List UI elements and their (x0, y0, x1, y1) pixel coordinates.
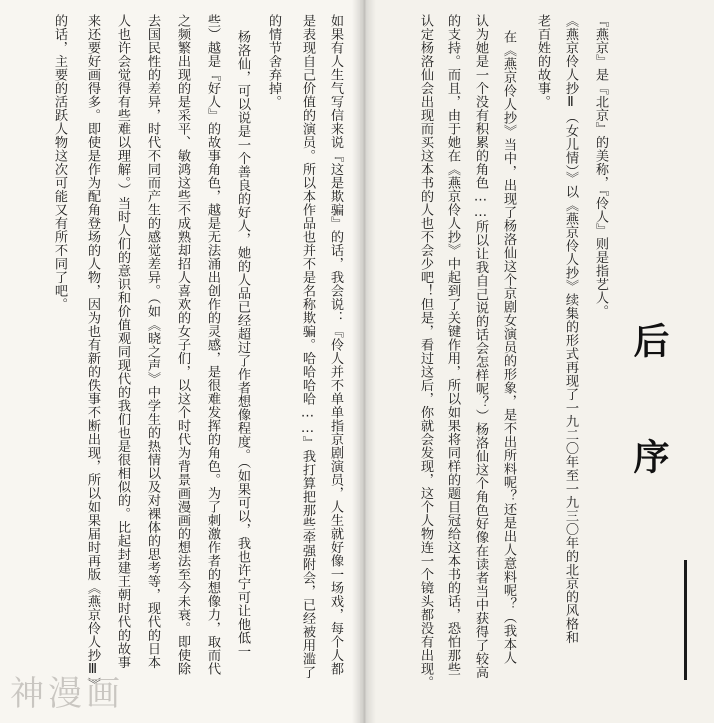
text-line-9: 是表现自己价值的演员。所以本作品也并不是名称欺骗。哈哈哈哈……』我打算把那些牵强附会，已经被用滥了 (300, 14, 315, 680)
text-line-4: 在《燕京伶人抄》当中，出现了杨洛仙这个京剧女演员的形象，是不出所料呢？还是出人意料呢？（我本人 (501, 30, 516, 665)
afterword-title: 后 序 (628, 322, 669, 496)
text-line-15: 人也许会觉得有些难以理解。）当时人们的意识和价值观同现代的我们也是很相似的。比起封建王朝时代的故事 (115, 14, 130, 669)
text-line-3: 老百姓的故事。 (535, 14, 550, 109)
text-line-17: 的话，主要的活跃人物这次可能又有所不同了吧。 (52, 14, 67, 311)
title-rule (684, 560, 687, 680)
text-line-12: 些）越是『好人』的故事角色，越是无法涌出创作的灵感，是很难发挥的角色。为了刺激作者的想像力，取而代 (205, 14, 220, 676)
text-line-11: 杨洛仙，可以说是一个善良的好人，她的人品已经超过了作者想像程度。（如果可以，我也许宁可让他低一 (235, 30, 250, 658)
text-line-7: 认定杨洛仙会出现而买这本书的人也不会少吧！但是，看过这后，你就会发现，这个人物连一个镜头都没有出现。 (418, 14, 433, 689)
text-line-8: 如果有人生气写信来说『这是欺骗』的话，我会说：『伶人并不单单指京剧演员，人生就好像一场戏，每个人都 (328, 14, 343, 676)
text-line-5: 认为她是一个没有积累的角色……所以让我自己说的话会怎样呢？）杨洛仙这个角色好像在读者当中获得了较高 (473, 14, 488, 680)
text-line-10: 的情节舍弃掉。 (266, 14, 281, 109)
text-line-2: 《燕京伶人抄Ⅱ（女儿情）》以《燕京伶人抄》续集的形式再现了一九二〇年至一九三〇年的北京的风格和 (563, 14, 578, 644)
text-line-14: 去国民性的差异，时代不同而产生的感觉差异。（如《晓之声》中学生的热情以及对裸体的思考等，现代的日本 (145, 14, 160, 669)
book-gutter (352, 0, 376, 723)
watermark-logo: 神漫画 (10, 674, 124, 714)
text-line-16: 来还要好画得多。即使是作为配角登场的人物，因为也有新的佚事不断出现，所以如果届时再版《燕京伶人抄Ⅲ》 (85, 14, 100, 691)
text-line-6: 的支持。而且，由于她在《燕京伶人抄》中起到了关键作用，所以如果将同样的题目冠给这本书的话，恐怕那些 (445, 14, 460, 676)
text-line-13: 之频繁出现的是采平、敏鸿这些不成熟却招人喜欢的女子们，以这个时代为背景画漫画的想法至今未衰。即使除 (175, 14, 190, 676)
text-line-1: 『燕京』是『北京』的美称，『伶人』则是指艺人。 (593, 14, 608, 318)
